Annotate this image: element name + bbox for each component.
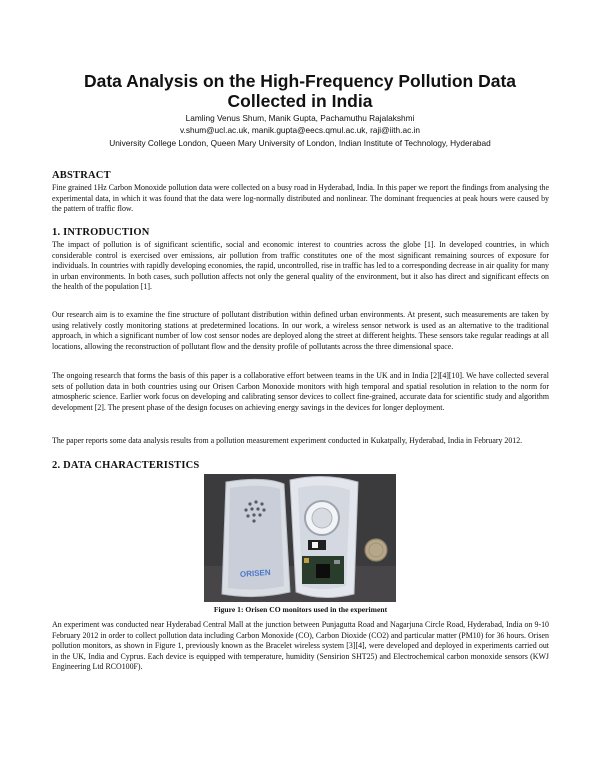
author-emails: v.shum@ucl.ac.uk, manik.gupta@eecs.qmul.ac.uk, raji@iith.ac.in: [179, 125, 420, 135]
abstract-text: Fine grained 1Hz Carbon Monoxide pollution data were collected on a busy road in Hyderabad, India. In this paper we report the findings from analysing the experimental data, in which it was found that the data were log-normally distributed and nonlinear. The dominant frequencies at peak hours were caused by the pattern of traffic flow.: [52, 183, 549, 214]
intro-paragraph-2: Our research aim is to examine the fine structure of pollutant distribution within defined urban environments. At present, such measurements are taken by using relatively costly monitoring stations at predetermined locations. In our work, a wireless sensor network is used as an alternative to the traditional approach, in which a significant number of low cost sensor nodes are deployed along the street at different heights. These sensors take regular readings at all locations, allowing the reconstruction of pollutant flow and the density profile of pollutants across the three dimensional space.: [52, 310, 549, 351]
title-line-1: Data Analysis on the High-Frequency Pollution Data: [83, 71, 517, 91]
author-list: Lamling Venus Shum, Manik Gupta, Pachamuthu Rajalakshmi: [185, 113, 415, 123]
intro-paragraph-1: The impact of pollution is of significant scientific, social and economic interest to countries across the globe [1]. In developed countries, in which considerable control is exercised over emissions, air pollution from traffic constitutes one of the most significant remaining sources of exposure for individuals. In countries with rapidly developing economies, the rapid, uncontrolled, rise in traffic has led to a corresponding decrease in air quality for many in urban environments. In both cases, such pollution affects not only the general quality of the environment, but it also has direct and significant effects on the health of the population [1].: [52, 240, 549, 292]
title-line-2: Collected in India: [227, 91, 373, 111]
data-characteristics-heading: 2. DATA CHARACTERISTICS: [52, 460, 200, 471]
figure-orisen-monitors: [204, 474, 396, 602]
figure-caption: Figure 1: Orisen CO monitors used in the experiment: [213, 605, 388, 614]
author-affiliations: University College London, Queen Mary University of London, Indian Institute of Technology, Hyderabad: [109, 138, 491, 148]
device-brand-label: ORISEN: [239, 567, 271, 579]
abstract-heading: ABSTRACT: [52, 170, 111, 181]
intro-paragraph-3: The ongoing research that forms the basis of this paper is a collaborative effort between teams in the UK and in India [2][4][10]. We have collected several sets of pollution data in both countries using our Orisen Carbon Monoxide monitors with high temporal and spatial resolution in relation to the norm for atmospheric science. Earlier work focus on developing and calibrating sensor devices to collect fine-grained, accurate data for scientific study and algorithm development [2]. The present phase of the design focuses on achieving energy savings in the devices for longer deployment.: [52, 371, 549, 412]
paper-title: [40, 71, 560, 111]
intro-paragraph-4: The paper reports some data analysis results from a pollution measurement experiment conducted in Kukatpally, Hyderabad, India in February 2012.: [52, 436, 523, 445]
introduction-heading: 1. INTRODUCTION: [52, 227, 150, 238]
coin-icon: [365, 539, 387, 561]
device-photo: [204, 474, 396, 602]
data-characteristics-paragraph: An experiment was conducted near Hyderabad Central Mall at the junction between Punjagutta Road and Nagarjuna Circle Road, Hyderabad, India on 9-10 February 2012 in order to collect pollution data including Carbon Monoxide (CO), Carbon Dioxide (CO2) and particular matter (PM10) for 36 hours. Orisen pollution monitors, as shown in Figure 1, previously known as the Bracelet wireless system [3][4], were developed and deployed in experiments carried out in the UK, India and Cyprus. Each device is equipped with temperature, humidity (Sensirion SHT25) and Electrochemical carbon monoxide sensors (KWJ Engineering Ltd RCO100F).: [52, 620, 549, 672]
